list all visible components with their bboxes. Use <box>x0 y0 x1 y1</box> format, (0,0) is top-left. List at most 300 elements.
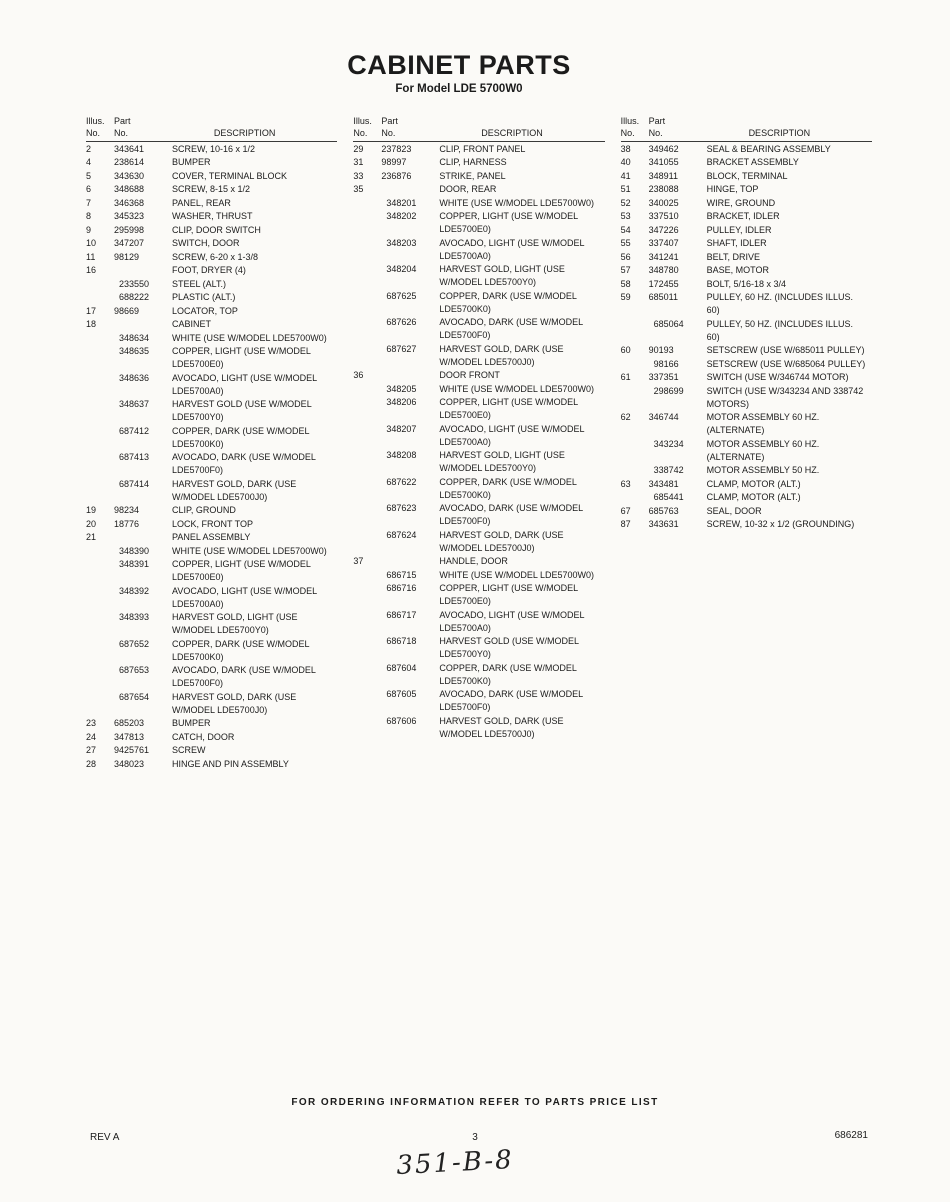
part-part: 348636 <box>119 372 150 383</box>
part-illus: 31 <box>353 157 364 167</box>
part-part: 348207 <box>386 423 417 434</box>
parts-rows-3 <box>621 142 872 532</box>
part-illus: 38 <box>620 143 631 154</box>
part-row <box>86 584 337 611</box>
part-desc: BOLT, 5/16-18 x 3/4 <box>706 278 787 289</box>
header-row-top <box>86 115 337 127</box>
part-desc: AVOCADO, LIGHT (USE W/MODEL LDE5700A0) <box>439 423 585 447</box>
part-part: 90193 <box>648 345 674 355</box>
part-illus <box>86 584 114 611</box>
part-desc: AVOCADO, LIGHT (USE W/MODEL LDE5700A0) <box>172 585 317 609</box>
part-part: 687605 <box>386 689 417 699</box>
part-row <box>353 382 604 396</box>
document-number: 686281 <box>834 1130 868 1141</box>
part-row <box>86 690 337 717</box>
part-part: 338742 <box>653 465 684 475</box>
header-spacer <box>172 115 337 127</box>
part-part: 348390 <box>119 545 150 556</box>
part-row <box>621 384 872 411</box>
header-illus-label: Illus. <box>353 116 372 126</box>
part-desc: PULLEY, 60 HZ. (INCLUDES ILLUS. 60) <box>706 292 854 315</box>
part-row <box>621 491 872 505</box>
part-desc: SCREW, 8-15 x 1/2 <box>172 184 251 194</box>
part-illus <box>353 210 381 237</box>
part-part: 685763 <box>648 505 679 516</box>
part-desc: SETSCREW (USE W/685011 PULLEY) <box>706 345 865 355</box>
part-desc: SCREW <box>172 745 206 755</box>
part-desc: WHITE (USE W/MODEL LDE5700W0) <box>439 197 595 208</box>
part-row <box>86 477 337 504</box>
part-row <box>86 637 337 664</box>
header-part-label: Part <box>114 116 131 126</box>
part-part: 345323 <box>114 211 145 221</box>
part-illus <box>86 291 114 305</box>
part-row <box>353 449 604 476</box>
part-desc: HARVEST GOLD, LIGHT (USE W/MODEL LDE5700Y0) <box>439 264 565 287</box>
part-part: 347207 <box>114 238 145 248</box>
handwritten-annotation: 351-B-8 <box>395 1144 515 1182</box>
part-row <box>86 250 337 264</box>
part-desc: COPPER, LIGHT (USE W/MODEL LDE5700E0) <box>172 346 311 369</box>
part-part: 337510 <box>648 211 679 221</box>
part-illus <box>86 544 114 558</box>
part-part: 685064 <box>653 318 684 329</box>
revision-label: REV A <box>90 1132 120 1143</box>
part-illus <box>86 690 114 717</box>
part-part <box>381 369 439 383</box>
part-part: 346368 <box>114 197 145 208</box>
part-part: 347813 <box>114 731 145 742</box>
header-part-label: Part <box>381 116 398 126</box>
part-row <box>621 504 872 518</box>
part-illus <box>86 424 114 451</box>
part-row <box>86 611 337 638</box>
part-part: 686715 <box>386 569 417 580</box>
part-illus <box>86 371 114 398</box>
part-part: 346744 <box>648 412 679 422</box>
part-desc: FOOT, DRYER (4) <box>172 265 246 275</box>
part-row <box>621 411 872 438</box>
part-part: 348780 <box>648 265 679 275</box>
part-illus <box>86 558 114 585</box>
part-part: 348637 <box>119 399 150 409</box>
part-part: 349462 <box>648 143 679 154</box>
header-illus-no: No. <box>353 127 381 142</box>
part-part: 298699 <box>653 385 684 396</box>
part-row <box>86 291 337 305</box>
parts-columns <box>86 115 872 771</box>
part-row <box>621 437 872 464</box>
part-row <box>86 504 337 518</box>
header-description: DESCRIPTION <box>172 127 337 142</box>
part-illus: 21 <box>86 532 97 542</box>
part-desc: AVOCADO, DARK (USE W/MODEL LDE5700F0) <box>172 665 316 688</box>
part-desc: CABINET <box>172 319 212 329</box>
part-row <box>86 517 337 531</box>
part-part: 98997 <box>381 157 407 167</box>
part-row <box>86 531 337 545</box>
part-desc: CLAMP, MOTOR (ALT.) <box>706 492 801 502</box>
part-part: 236876 <box>381 170 412 181</box>
part-illus <box>353 568 381 582</box>
part-desc: AVOCADO, LIGHT (USE W/MODEL LDE5700A0) <box>439 609 585 633</box>
part-row <box>353 210 604 237</box>
part-illus <box>621 357 649 371</box>
part-illus <box>353 449 381 476</box>
part-desc: LOCATOR, TOP <box>172 305 238 316</box>
part-illus: 51 <box>620 184 631 194</box>
part-row <box>86 264 337 278</box>
part-part: 687623 <box>386 503 417 513</box>
part-part: 347226 <box>648 224 679 235</box>
part-desc: WHITE (USE W/MODEL LDE5700W0) <box>172 545 327 556</box>
part-desc: PULLEY, 50 HZ. (INCLUDES ILLUS. 60) <box>706 318 854 342</box>
parts-table-2 <box>353 115 604 741</box>
part-desc: PULLEY, IDLER <box>706 224 772 235</box>
part-row <box>353 661 604 688</box>
part-illus <box>86 611 114 638</box>
part-illus: 24 <box>86 731 97 742</box>
header-row-bottom <box>86 127 337 142</box>
part-illus: 33 <box>353 170 364 181</box>
part-row <box>86 156 337 170</box>
part-row <box>621 371 872 385</box>
page-title: CABINET PARTS <box>347 50 571 80</box>
part-row <box>353 714 604 741</box>
part-part: 687624 <box>386 529 417 540</box>
part-desc: MOTOR ASSEMBLY 60 HZ. (ALTERNATE) <box>706 438 820 462</box>
part-part: 686717 <box>386 609 417 620</box>
part-row <box>353 289 604 316</box>
part-part: 337351 <box>648 372 679 382</box>
part-desc: BUMPER <box>172 157 211 167</box>
part-desc: WHITE (USE W/MODEL LDE5700W0) <box>439 383 595 394</box>
part-part: 348911 <box>648 170 679 181</box>
part-row <box>353 263 604 290</box>
part-row <box>621 237 872 251</box>
part-illus: 7 <box>86 197 92 208</box>
part-desc: BASE, MOTOR <box>706 265 770 275</box>
part-desc: BLOCK, TERMINAL <box>706 170 788 181</box>
part-illus: 59 <box>620 292 631 302</box>
header-row-top <box>353 115 604 127</box>
part-desc: DOOR, REAR <box>439 184 497 194</box>
part-illus <box>621 491 649 505</box>
part-illus <box>353 582 381 609</box>
part-illus: 56 <box>620 251 631 262</box>
part-illus <box>621 384 649 411</box>
part-illus: 23 <box>86 718 97 728</box>
part-desc: COPPER, DARK (USE W/MODEL LDE5700K0) <box>172 425 310 449</box>
part-desc: HARVEST GOLD, LIGHT (USE W/MODEL LDE5700Y0) <box>439 450 565 473</box>
part-part: 295998 <box>114 224 145 235</box>
part-row <box>86 183 337 197</box>
part-row <box>621 518 872 532</box>
part-desc: WHITE (USE W/MODEL LDE5700W0) <box>439 569 595 580</box>
part-part: 687625 <box>386 290 417 301</box>
part-part: 348206 <box>386 397 417 407</box>
part-illus <box>353 382 381 396</box>
header-description: DESCRIPTION <box>439 127 604 142</box>
part-illus: 4 <box>86 157 92 167</box>
part-illus: 61 <box>620 372 631 382</box>
header-illus-no: No. <box>86 127 114 142</box>
part-part: 348208 <box>386 450 417 460</box>
part-row <box>86 169 337 183</box>
part-desc: CLAMP, MOTOR (ALT.) <box>706 478 801 489</box>
part-row <box>353 582 604 609</box>
table-header-2 <box>353 115 604 142</box>
part-row <box>353 688 604 715</box>
part-illus: 17 <box>86 305 97 316</box>
part-row <box>86 304 337 318</box>
part-part: 685441 <box>653 492 684 502</box>
part-illus <box>86 331 114 345</box>
part-desc: SEAL, DOOR <box>706 505 762 516</box>
part-row <box>621 142 872 156</box>
part-part: 685011 <box>648 292 679 302</box>
part-part: 237823 <box>381 143 412 154</box>
part-desc: SWITCH (USE W/343234 AND 338742 MOTORS) <box>706 385 864 409</box>
part-part: 687653 <box>119 665 150 675</box>
part-row <box>353 369 604 383</box>
part-desc: SWITCH (USE W/346744 MOTOR) <box>706 372 849 382</box>
part-row <box>86 277 337 291</box>
part-part: 348392 <box>119 585 150 596</box>
part-desc: COPPER, DARK (USE W/MODEL LDE5700K0) <box>439 662 577 686</box>
part-part: 688222 <box>119 292 150 302</box>
part-part: 348201 <box>386 197 417 208</box>
part-illus: 10 <box>86 238 97 248</box>
part-row <box>86 142 337 156</box>
part-illus: 41 <box>620 170 631 181</box>
part-desc: BUMPER <box>172 718 211 728</box>
part-part: 18776 <box>114 518 140 529</box>
part-desc: BRACKET ASSEMBLY <box>706 157 799 167</box>
part-row <box>353 555 604 569</box>
header-description: DESCRIPTION <box>707 127 872 142</box>
part-desc: LOCK, FRONT TOP <box>172 518 254 529</box>
part-row <box>353 502 604 529</box>
part-row <box>353 422 604 449</box>
part-part: 343641 <box>114 143 145 154</box>
part-row <box>353 142 604 156</box>
part-part: 341055 <box>648 157 679 167</box>
part-desc: HARVEST GOLD, DARK (USE W/MODEL LDE5700J0) <box>439 343 564 367</box>
part-part: 685203 <box>114 718 145 728</box>
part-illus <box>86 451 114 478</box>
part-desc: CLIP, DOOR SWITCH <box>172 224 261 235</box>
part-desc: AVOCADO, DARK (USE W/MODEL LDE5700F0) <box>172 452 316 475</box>
part-part: 687414 <box>119 478 150 489</box>
part-desc: WASHER, THRUST <box>172 211 253 221</box>
part-row <box>86 345 337 372</box>
part-row <box>353 568 604 582</box>
parts-rows-2 <box>353 142 604 741</box>
part-desc: HARVEST GOLD, DARK (USE W/MODEL LDE5700J0) <box>439 529 564 553</box>
part-part: 238614 <box>114 157 145 167</box>
header-illus-no: No. <box>621 127 649 142</box>
part-illus: 6 <box>86 184 92 194</box>
part-part: 233550 <box>119 278 150 289</box>
part-desc: MOTOR ASSEMBLY 60 HZ. (ALTERNATE) <box>706 412 820 435</box>
header-illus-label: Illus. <box>86 116 105 126</box>
part-row <box>86 371 337 398</box>
title-block <box>66 50 852 95</box>
part-desc: COPPER, LIGHT (USE W/MODEL LDE5700E0) <box>439 397 578 420</box>
part-desc: AVOCADO, LIGHT (USE W/MODEL LDE5700A0) <box>172 372 317 396</box>
parts-column-3 <box>621 115 872 531</box>
part-illus: 55 <box>620 238 631 248</box>
part-desc: COPPER, LIGHT (USE W/MODEL LDE5700E0) <box>172 559 311 582</box>
part-part: 348634 <box>119 332 150 343</box>
part-row <box>621 210 872 224</box>
part-illus: 57 <box>620 265 631 275</box>
part-desc: WHITE (USE W/MODEL LDE5700W0) <box>172 332 327 343</box>
part-illus <box>353 608 381 635</box>
part-row <box>621 317 872 344</box>
part-illus: 16 <box>86 265 97 275</box>
part-part: 348204 <box>386 264 417 274</box>
part-desc: CLIP, HARNESS <box>439 157 507 167</box>
part-desc: CLIP, FRONT PANEL <box>439 143 526 154</box>
part-illus <box>86 477 114 504</box>
table-header-3 <box>621 115 872 142</box>
part-part: 687622 <box>386 476 417 487</box>
part-illus: 5 <box>86 170 92 181</box>
part-row <box>86 196 337 210</box>
parts-column-2 <box>353 115 604 741</box>
part-desc: SETSCREW (USE W/685064 PULLEY) <box>706 358 866 369</box>
part-illus: 36 <box>353 370 364 380</box>
part-desc: MOTOR ASSEMBLY 50 HZ. <box>706 465 820 475</box>
part-illus <box>353 316 381 343</box>
part-illus <box>353 688 381 715</box>
part-part <box>114 531 172 545</box>
part-illus <box>86 664 114 691</box>
part-desc: CLIP, GROUND <box>172 505 236 515</box>
part-desc: SCREW, 10-16 x 1/2 <box>172 143 256 154</box>
part-illus <box>353 396 381 423</box>
header-part-label: Part <box>648 116 666 126</box>
header-part-no: No. <box>114 127 172 142</box>
part-illus: 20 <box>86 518 97 529</box>
part-part: 348635 <box>119 346 150 356</box>
parts-table-3 <box>621 115 872 531</box>
part-row <box>86 237 337 251</box>
part-illus: 63 <box>620 478 631 489</box>
part-illus: 29 <box>353 143 364 154</box>
part-part: 348688 <box>114 184 145 194</box>
part-illus <box>86 637 114 664</box>
part-part: 98166 <box>653 358 679 369</box>
part-part: 9425761 <box>114 745 150 755</box>
part-part: 98234 <box>114 505 140 515</box>
part-desc: HARVEST GOLD, DARK (USE W/MODEL LDE5700J0) <box>439 715 564 739</box>
part-illus: 18 <box>86 319 97 329</box>
part-row <box>86 451 337 478</box>
part-row <box>353 635 604 662</box>
ordering-note: FOR ORDERING INFORMATION REFER TO PARTS PRICE LIST <box>291 1097 659 1108</box>
part-row <box>353 169 604 183</box>
part-desc: HARVEST GOLD, LIGHT (USE W/MODEL LDE5700Y0) <box>172 612 298 635</box>
part-illus <box>353 342 381 369</box>
part-part: 343234 <box>653 438 684 449</box>
part-illus: 8 <box>86 211 92 221</box>
part-part: 337407 <box>648 238 679 248</box>
part-desc: HARVEST GOLD (USE W/MODEL LDE5700Y0) <box>439 636 579 659</box>
part-illus: 53 <box>620 211 631 221</box>
part-illus <box>353 714 381 741</box>
part-desc: HINGE, TOP <box>706 184 759 194</box>
part-part: 687413 <box>119 452 150 462</box>
part-row <box>86 757 337 771</box>
part-row <box>353 316 604 343</box>
part-illus: 37 <box>353 556 364 566</box>
part-row <box>621 344 872 358</box>
part-illus <box>86 277 114 291</box>
part-desc: SCREW, 10-32 x 1/2 (GROUNDING) <box>706 519 855 529</box>
part-part <box>114 318 172 332</box>
parts-table-1 <box>86 115 337 771</box>
part-illus <box>353 661 381 688</box>
part-part: 348202 <box>386 211 417 221</box>
part-illus: 28 <box>86 758 97 769</box>
part-illus <box>353 289 381 316</box>
part-illus <box>353 422 381 449</box>
part-row <box>86 223 337 237</box>
page-subtitle: For Model LDE 5700W0 <box>395 83 523 95</box>
part-illus: 60 <box>620 345 631 355</box>
part-row <box>621 357 872 371</box>
part-part: 172455 <box>648 278 679 289</box>
part-desc: DOOR FRONT <box>439 370 500 380</box>
part-desc: PLASTIC (ALT.) <box>172 292 236 302</box>
part-desc: COPPER, DARK (USE W/MODEL LDE5700K0) <box>439 290 577 314</box>
part-illus: 35 <box>353 184 364 194</box>
part-part: 98669 <box>114 305 140 316</box>
header-row-bottom <box>621 127 872 142</box>
part-row <box>86 318 337 332</box>
part-row <box>86 544 337 558</box>
part-illus: 87 <box>620 519 631 529</box>
part-part: 343630 <box>114 170 145 181</box>
part-illus: 54 <box>620 224 631 235</box>
part-part: 343481 <box>648 478 679 489</box>
part-illus: 2 <box>86 143 92 154</box>
part-desc: HANDLE, DOOR <box>439 556 508 566</box>
header-part-no: No. <box>381 127 439 142</box>
part-part: 348205 <box>386 383 417 394</box>
part-illus: 11 <box>86 251 96 262</box>
part-row <box>86 331 337 345</box>
part-illus <box>86 345 114 372</box>
part-part: 686716 <box>386 583 417 593</box>
part-illus: 62 <box>620 412 631 422</box>
part-desc: SEAL & BEARING ASSEMBLY <box>706 143 831 154</box>
header-row-bottom <box>353 127 604 142</box>
part-illus <box>353 475 381 502</box>
part-desc: SHAFT, IDLER <box>706 238 767 248</box>
part-row <box>353 396 604 423</box>
part-row <box>353 528 604 555</box>
part-illus <box>353 196 381 210</box>
part-part <box>381 183 439 197</box>
part-part: 340025 <box>648 197 679 208</box>
part-row <box>353 183 604 197</box>
part-part: 348203 <box>386 237 417 248</box>
part-desc: SWITCH, DOOR <box>172 238 240 248</box>
